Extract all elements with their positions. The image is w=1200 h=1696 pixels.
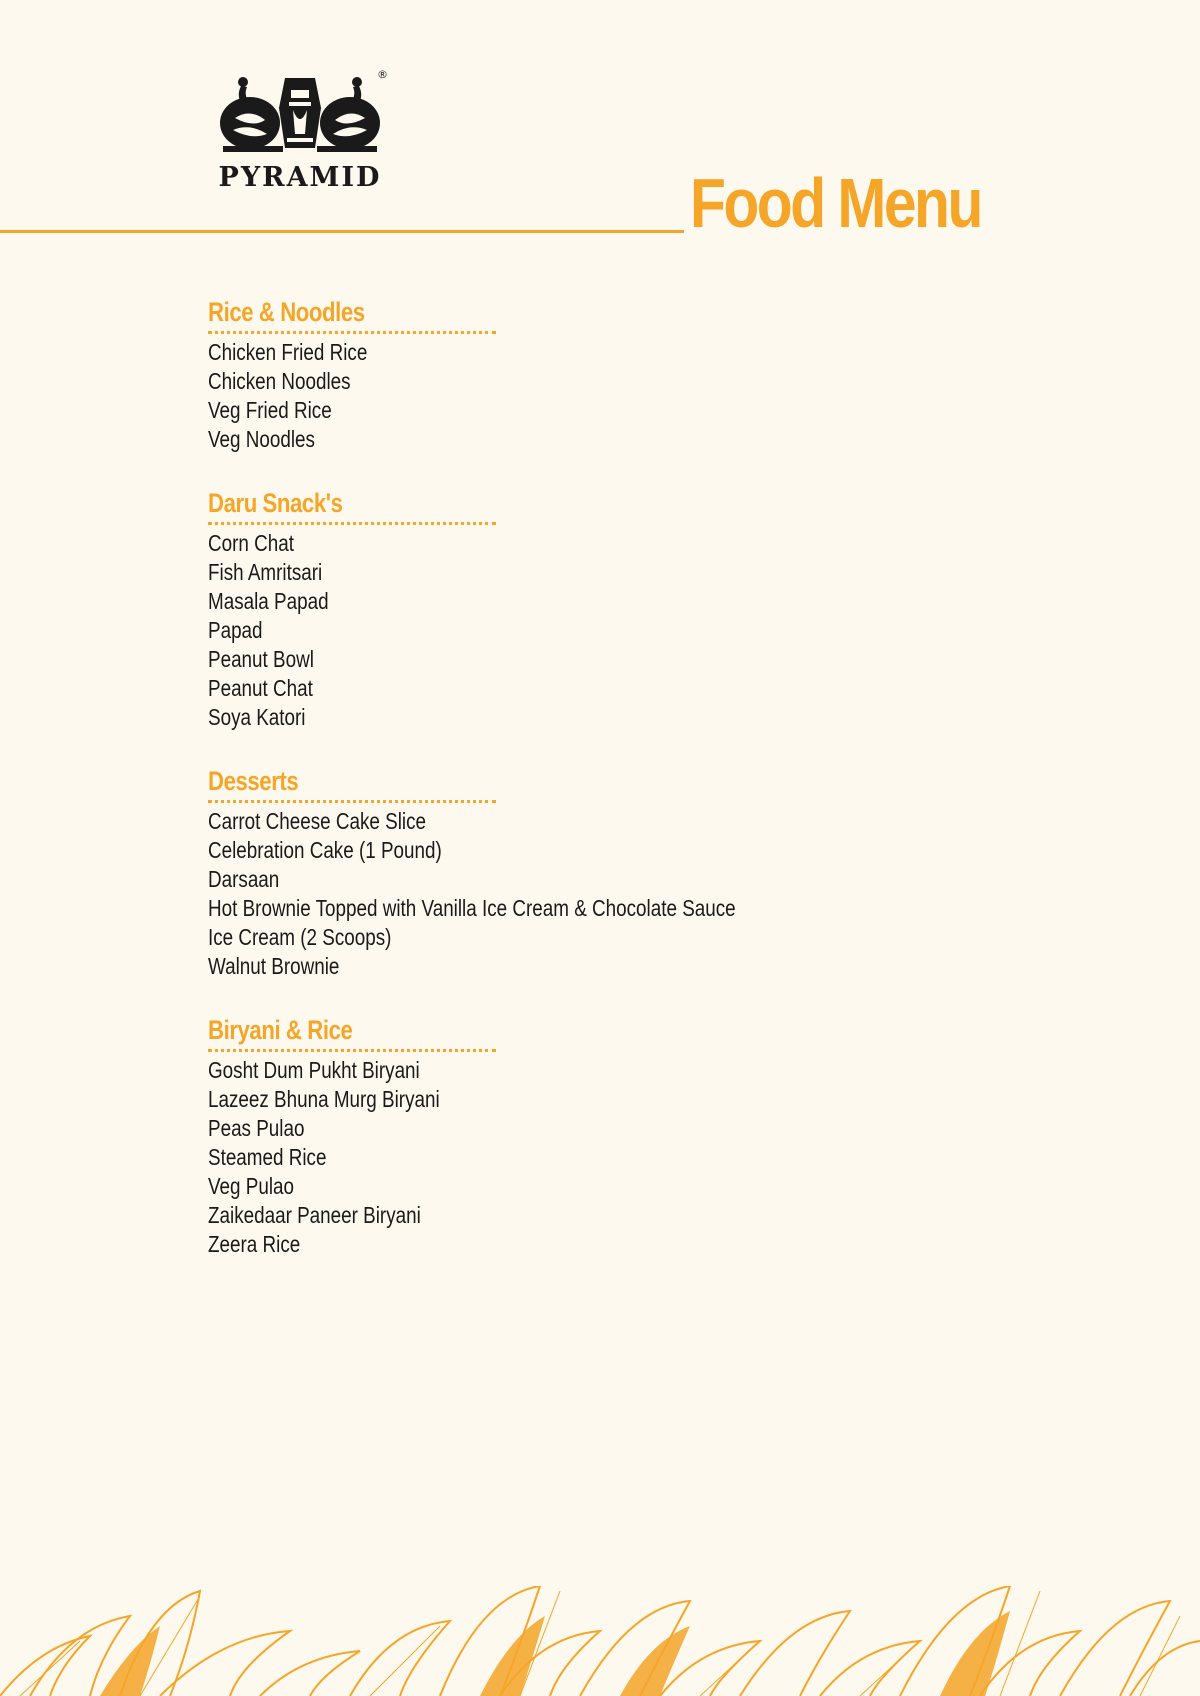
menu-item: Chicken Noodles <box>208 368 351 394</box>
brand-name: PYRAMID <box>218 162 382 193</box>
tropical-leaves-icon <box>0 1586 1200 1696</box>
menu-item: Chicken Fried Rice <box>208 339 368 365</box>
brand-logo <box>205 68 395 198</box>
menu-section-desserts <box>208 764 908 981</box>
menu-item: Gosht Dum Pukht Biryani <box>208 1057 420 1083</box>
section-divider <box>208 522 496 525</box>
menu-item: Lazeez Bhuna Murg Biryani <box>208 1086 440 1112</box>
menu-item: Peanut Bowl <box>208 646 314 672</box>
menu-item: Veg Noodles <box>208 426 315 452</box>
section-heading: Rice & Noodles <box>208 297 365 327</box>
page-title: Food Menu <box>690 164 981 242</box>
menu-list <box>208 529 908 732</box>
section-divider <box>208 331 496 334</box>
menu-item: Veg Fried Rice <box>208 397 332 423</box>
pharaoh-peacocks-logo-icon <box>205 68 395 160</box>
menu-list <box>208 338 908 454</box>
menu-list <box>208 1056 908 1259</box>
menu-item: Darsaan <box>208 866 280 892</box>
menu-item: Hot Brownie Topped with Vanilla Ice Cream & Chocolate Sauce <box>208 895 736 921</box>
menu-section-daru-snacks <box>208 486 908 732</box>
menu-section-rice-noodles <box>208 295 908 454</box>
menu-item: Soya Katori <box>208 704 306 730</box>
menu-item: Peanut Chat <box>208 675 313 701</box>
menu-item: Masala Papad <box>208 588 329 614</box>
menu-item: Papad <box>208 617 263 643</box>
header-divider <box>0 230 684 233</box>
menu-item: Peas Pulao <box>208 1115 305 1141</box>
section-heading: Desserts <box>208 766 299 796</box>
menu-item: Celebration Cake (1 Pound) <box>208 837 442 863</box>
menu-item: Corn Chat <box>208 530 294 556</box>
menu-list <box>208 807 908 981</box>
section-divider <box>208 1049 496 1052</box>
menu-item: Fish Amritsari <box>208 559 323 585</box>
menu-item: Walnut Brownie <box>208 953 340 979</box>
menu-item: Ice Cream (2 Scoops) <box>208 924 392 950</box>
menu-item: Steamed Rice <box>208 1144 327 1170</box>
registered-mark: ® <box>377 68 388 81</box>
menu-item: Veg Pulao <box>208 1173 294 1199</box>
menu-item: Zeera Rice <box>208 1231 301 1257</box>
menu-item: Carrot Cheese Cake Slice <box>208 808 427 834</box>
menu-section-biryani-rice <box>208 1013 908 1259</box>
menu-item: Zaikedaar Paneer Biryani <box>208 1202 421 1228</box>
section-divider <box>208 800 496 803</box>
section-heading: Daru Snack's <box>208 488 343 518</box>
section-heading: Biryani & Rice <box>208 1015 353 1045</box>
